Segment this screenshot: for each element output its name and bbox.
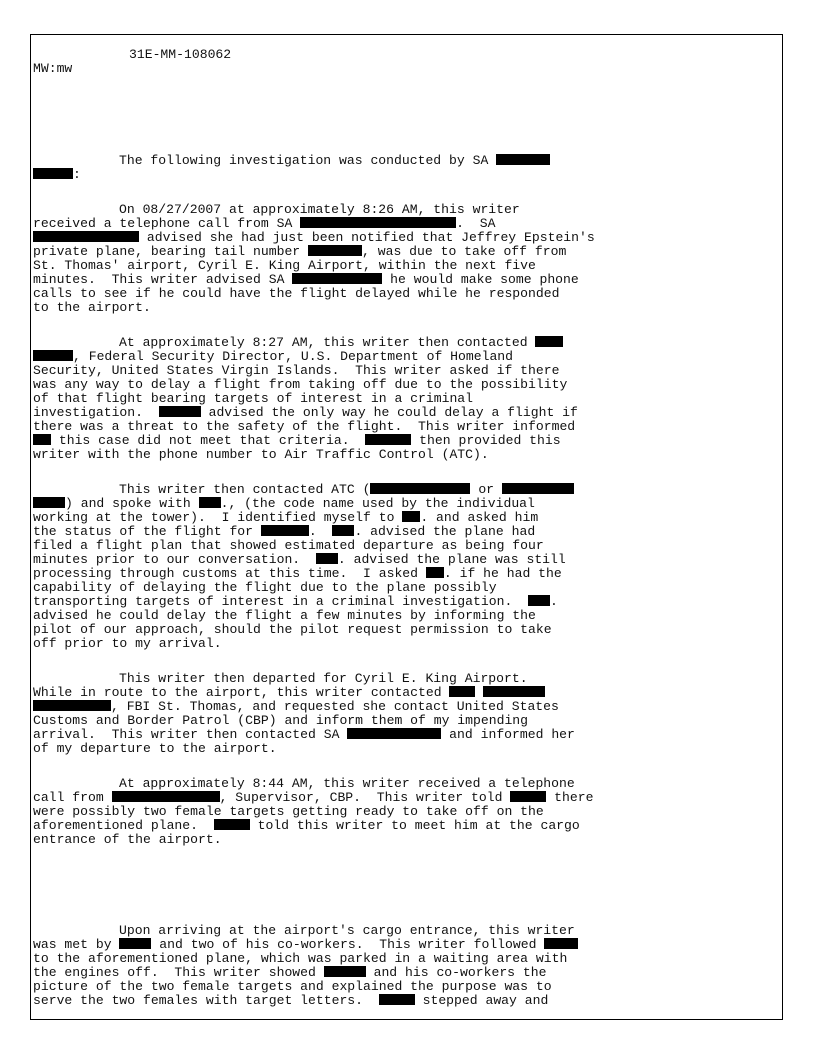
- paragraph-4-line-6: minutes prior to our conversation. . advised the plane was still: [33, 552, 566, 567]
- paragraph-7-line-2: was met by and two of his co-workers. This writer followed: [33, 938, 578, 952]
- paragraph-4-line-2: ) and spoke with ., (the code name used by the individual: [33, 497, 535, 511]
- document-page: [30, 34, 783, 1020]
- redaction-block: [365, 434, 411, 445]
- redaction-block: [33, 700, 111, 711]
- paragraph-2-line-8: to the airport.: [33, 300, 151, 315]
- redaction-block: [510, 791, 546, 802]
- redaction-block: [402, 511, 420, 522]
- paragraph-3-line-7: there was a threat to the safety of the flight. This writer informed: [33, 419, 576, 434]
- redaction-block: [33, 231, 139, 242]
- paragraph-5-line-6: of my departure to the airport.: [33, 741, 277, 756]
- paragraph-4-line-3: working at the tower). I identified myself to . and asked him: [33, 510, 539, 525]
- redaction-block: [33, 168, 73, 179]
- redaction-block: [33, 497, 65, 508]
- paragraph-1-line-2: :: [33, 168, 81, 182]
- redaction-block: [449, 686, 475, 697]
- paragraph-4-line-1: This writer then contacted ATC ( or: [119, 483, 574, 497]
- paragraph-5-line-1: This writer then departed for Cyril E. King Airport.: [119, 671, 528, 686]
- paragraph-2-line-3: advised she had just been notified that Jeffrey Epstein's: [33, 231, 595, 245]
- paragraph-7-line-1: Upon arriving at the airport's cargo entrance, this writer: [119, 923, 575, 938]
- redaction-block: [119, 938, 151, 949]
- paragraph-2-line-1: On 08/27/2007 at approximately 8:26 AM, this writer: [119, 202, 520, 217]
- paragraph-4-line-8: capability of delaying the flight due to the plane possibly: [33, 580, 497, 595]
- redaction-block: [199, 497, 221, 508]
- paragraph-2-line-4: private plane, bearing tail number , was due to take off from: [33, 244, 567, 259]
- author-initials: MW:mw: [33, 61, 73, 76]
- paragraph-5-line-2: While in route to the airport, this writer contacted: [33, 686, 545, 700]
- paragraph-6-line-3: were possibly two female targets getting ready to take off on the: [33, 804, 544, 819]
- redaction-block: [426, 567, 444, 578]
- paragraph-4-line-11: pilot of our approach, should the pilot request permission to take: [33, 622, 552, 637]
- redaction-block: [370, 483, 470, 494]
- paragraph-3-line-3: Security, United States Virgin Islands. This writer asked if there: [33, 363, 560, 378]
- paragraph-5-line-5: arrival. This writer then contacted SA and informed her: [33, 727, 575, 742]
- redaction-block: [324, 966, 366, 977]
- paragraph-6-line-2: call from , Supervisor, CBP. This writer told there: [33, 790, 594, 805]
- redaction-block: [33, 434, 51, 445]
- paragraph-4-line-10: advised he could delay the flight a few minutes by informing the: [33, 608, 536, 623]
- redaction-block: [300, 217, 456, 228]
- paragraph-3-line-1: At approximately 8:27 AM, this writer then contacted: [119, 336, 563, 350]
- redaction-block: [316, 553, 338, 564]
- paragraph-6-line-1: At approximately 8:44 AM, this writer received a telephone: [119, 776, 575, 791]
- paragraph-7-line-4: the engines off. This writer showed and his co-workers the: [33, 965, 547, 980]
- redaction-block: [544, 938, 578, 949]
- redaction-block: [261, 525, 309, 536]
- redaction-block: [112, 791, 220, 802]
- paragraph-3-line-6: investigation. advised the only way he could delay a flight if: [33, 405, 578, 420]
- redaction-block: [308, 245, 362, 256]
- paragraph-2-line-7: calls to see if he could have the flight delayed while he responded: [33, 286, 560, 301]
- paragraph-6-line-5: entrance of the airport.: [33, 832, 222, 847]
- redaction-block: [496, 154, 550, 165]
- redaction-block: [292, 273, 382, 284]
- redaction-block: [502, 483, 574, 494]
- paragraph-4-line-4: the status of the flight for . . advised the plane had: [33, 524, 536, 539]
- paragraph-7-line-5: picture of the two female targets and explained the purpose was to: [33, 979, 552, 994]
- redaction-block: [332, 525, 354, 536]
- paragraph-4-line-7: processing through customs at this time. I asked . if he had the: [33, 566, 562, 581]
- redaction-block: [347, 728, 441, 739]
- paragraph-5-line-3: , FBI St. Thomas, and requested she contact United States: [33, 700, 559, 714]
- paragraph-4-line-12: off prior to my arrival.: [33, 636, 222, 651]
- redaction-block: [33, 350, 73, 361]
- redaction-block: [159, 406, 201, 417]
- paragraph-4-line-5: filed a flight plan that showed estimated departure as being four: [33, 538, 544, 553]
- paragraph-7-line-3: to the aforementioned plane, which was parked in a waiting area with: [33, 951, 568, 966]
- redaction-block: [535, 336, 563, 347]
- paragraph-1-line-1: The following investigation was conducted by SA: [119, 154, 550, 168]
- paragraph-3-line-2: , Federal Security Director, U.S. Department of Homeland: [33, 350, 513, 364]
- redaction-block: [528, 595, 550, 606]
- redaction-block: [379, 994, 415, 1005]
- paragraph-5-line-4: Customs and Border Patrol (CBP) and inform them of my impending: [33, 713, 529, 728]
- paragraph-3-line-5: of that flight bearing targets of interest in a criminal: [33, 391, 474, 406]
- file-number: 31E-MM-108062: [129, 47, 232, 62]
- paragraph-2-line-6: minutes. This writer advised SA he would make some phone: [33, 272, 579, 287]
- paragraph-4-line-9: transporting targets of interest in a criminal investigation. .: [33, 594, 558, 609]
- paragraph-2-line-5: St. Thomas' airport, Cyril E. King Airport, within the next five: [33, 258, 536, 273]
- paragraph-3-line-4: was any way to delay a flight from taking off due to the possibility: [33, 377, 568, 392]
- paragraph-3-line-9: writer with the phone number to Air Traffic Control (ATC).: [33, 447, 489, 462]
- paragraph-3-line-8: this case did not meet that criteria. then provided this: [33, 434, 561, 448]
- redaction-block: [483, 686, 545, 697]
- redaction-block: [214, 819, 250, 830]
- paragraph-2-line-2: received a telephone call from SA . SA: [33, 216, 496, 231]
- paragraph-6-line-4: aforementioned plane. told this writer to meet him at the cargo: [33, 818, 580, 833]
- paragraph-7-line-6: serve the two females with target letters. stepped away and: [33, 993, 549, 1008]
